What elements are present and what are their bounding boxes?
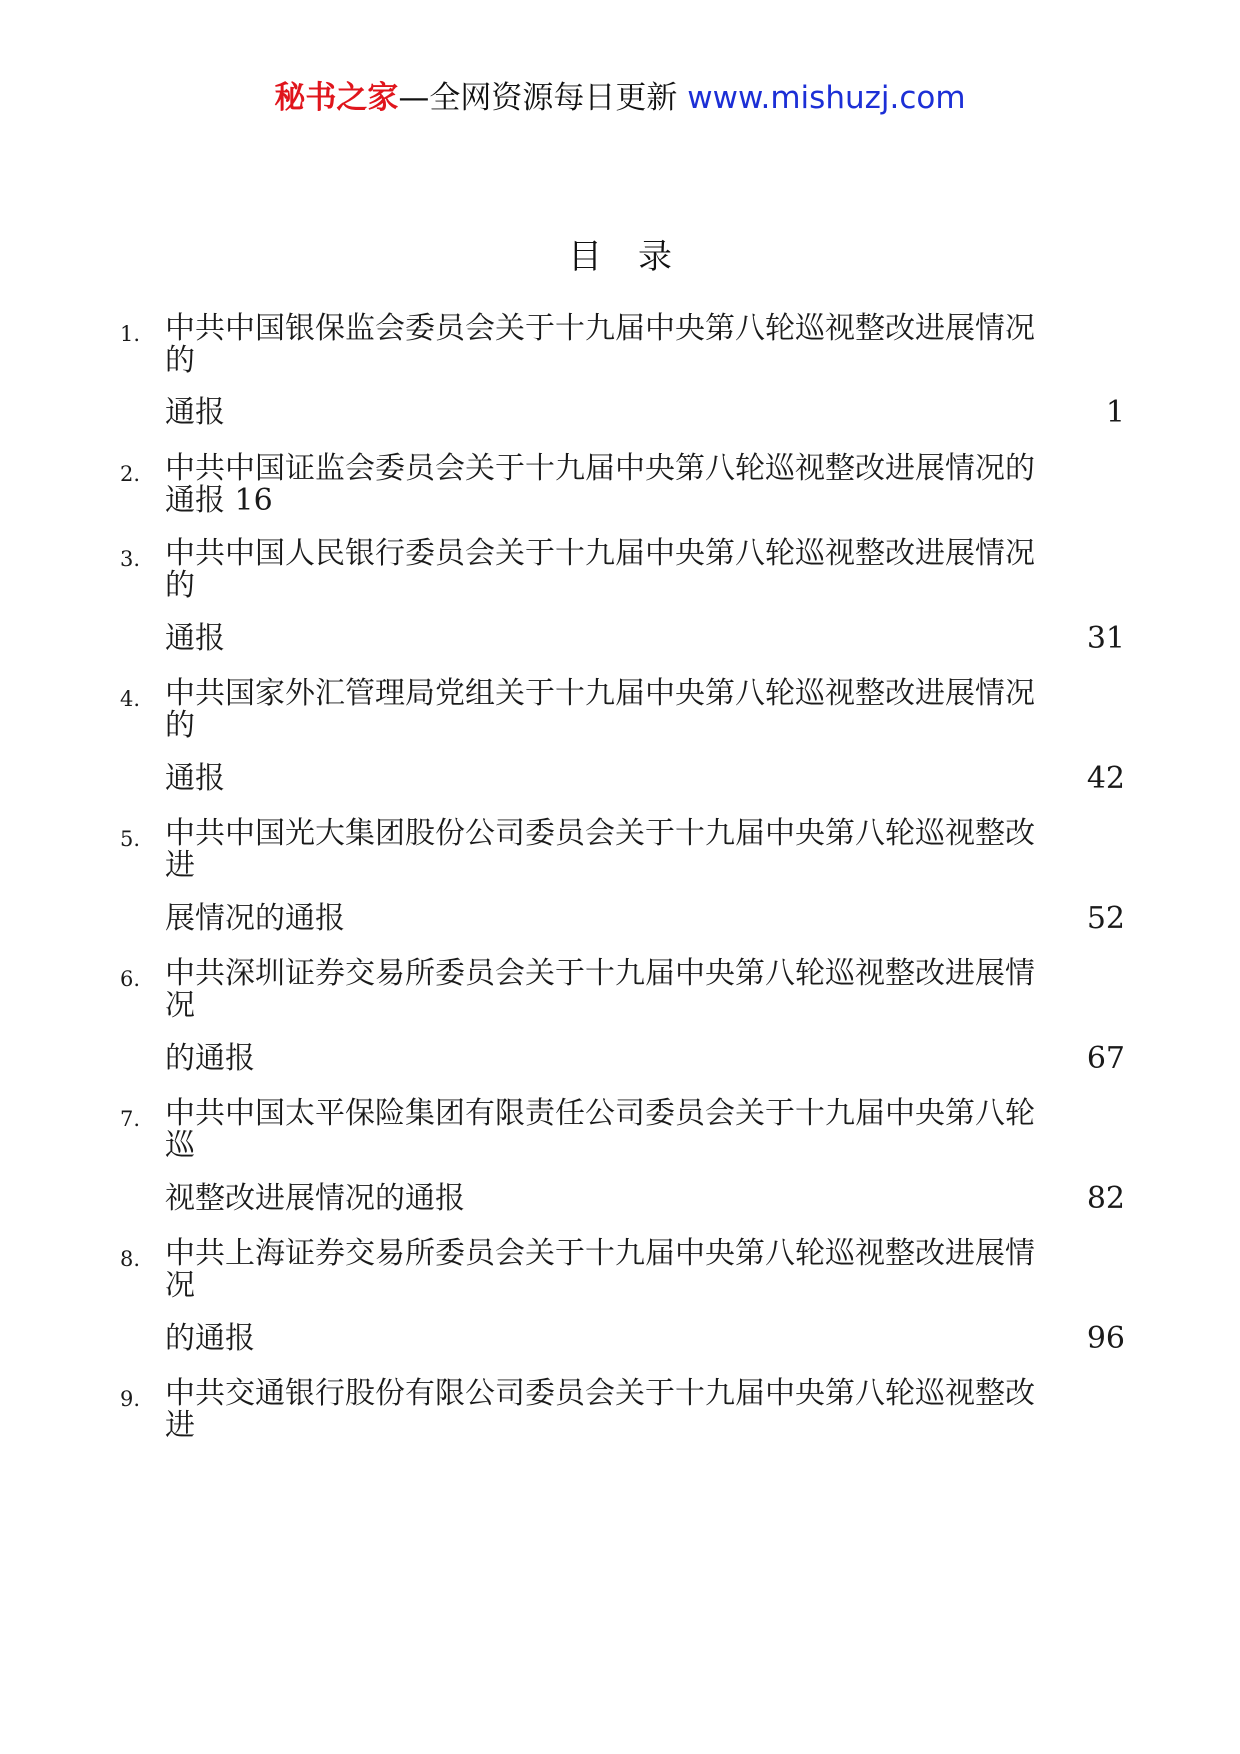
header-slogan: —全网资源每日更新: [398, 80, 678, 116]
site-url-link[interactable]: www.mishuzj.com: [687, 80, 966, 116]
toc-entry-line[interactable]: 中共深圳证券交易所委员会关于十九届中央第八轮巡视整改进展情: [165, 956, 1035, 991]
toc-entry-number: 6.: [120, 967, 141, 991]
toc-entry-number: 1.: [120, 322, 141, 346]
toc-entry-line[interactable]: 况: [165, 988, 195, 1023]
toc-entry-line[interactable]: 进: [165, 1408, 195, 1443]
toc-entry-line[interactable]: 展情况的通报: [165, 901, 345, 936]
toc-entry-line[interactable]: 中共上海证券交易所委员会关于十九届中央第八轮巡视整改进展情: [165, 1236, 1035, 1271]
toc-entry-line[interactable]: 视整改进展情况的通报: [165, 1181, 465, 1216]
toc-entry-line[interactable]: 中共中国证监会委员会关于十九届中央第八轮巡视整改进展情况的: [165, 451, 1035, 486]
toc-entry-line[interactable]: 通报: [165, 621, 225, 656]
toc-entry-page: 31: [1086, 621, 1125, 656]
toc-entry-line[interactable]: 况: [165, 1268, 195, 1303]
toc-entry-number: 7.: [120, 1107, 141, 1131]
toc-entry-page: 52: [1086, 901, 1125, 936]
toc-entry-line[interactable]: 进: [165, 848, 195, 883]
toc-entry-line[interactable]: 的: [165, 568, 195, 603]
toc-entry-page: 96: [1086, 1321, 1125, 1356]
brand-name: 秘书之家: [274, 80, 399, 116]
toc-entry-line[interactable]: 中共中国太平保险集团有限责任公司委员会关于十九届中央第八轮: [165, 1096, 1035, 1131]
toc-entry-line[interactable]: 的: [165, 343, 195, 378]
toc-entry-line[interactable]: 中共交通银行股份有限公司委员会关于十九届中央第八轮巡视整改: [165, 1376, 1035, 1411]
toc-entry-page: 42: [1086, 761, 1125, 796]
toc-entry-number: 4.: [120, 687, 141, 711]
toc-entry-page: 67: [1086, 1041, 1125, 1076]
toc-entry-page: 1: [1105, 395, 1125, 430]
toc-entry-line[interactable]: 的通报: [165, 1321, 255, 1356]
toc-entry-line[interactable]: 中共国家外汇管理局党组关于十九届中央第八轮巡视整改进展情况: [165, 676, 1035, 711]
toc-entry-line[interactable]: 中共中国光大集团股份公司委员会关于十九届中央第八轮巡视整改: [165, 816, 1035, 851]
toc-entry-line[interactable]: 巡: [165, 1128, 195, 1163]
toc-entry-line[interactable]: 通报 16: [165, 483, 273, 518]
toc-entry-line[interactable]: 通报: [165, 395, 225, 430]
toc-entry-number: 2.: [120, 462, 141, 486]
toc-entry-number: 3.: [120, 547, 141, 571]
toc-entry-number: 9.: [120, 1387, 141, 1411]
toc-entry-number: 8.: [120, 1247, 141, 1271]
toc-title: 目录: [568, 237, 708, 277]
toc-entry-line[interactable]: 通报: [165, 761, 225, 796]
toc-entry-line[interactable]: 中共中国银保监会委员会关于十九届中央第八轮巡视整改进展情况: [165, 311, 1035, 346]
toc-entry-line[interactable]: 的通报: [165, 1041, 255, 1076]
toc-entry-line[interactable]: 中共中国人民银行委员会关于十九届中央第八轮巡视整改进展情况: [165, 536, 1035, 571]
toc-entry-line[interactable]: 的: [165, 708, 195, 743]
toc-entry-number: 5.: [120, 827, 141, 851]
toc-entry-page: 82: [1086, 1181, 1125, 1216]
